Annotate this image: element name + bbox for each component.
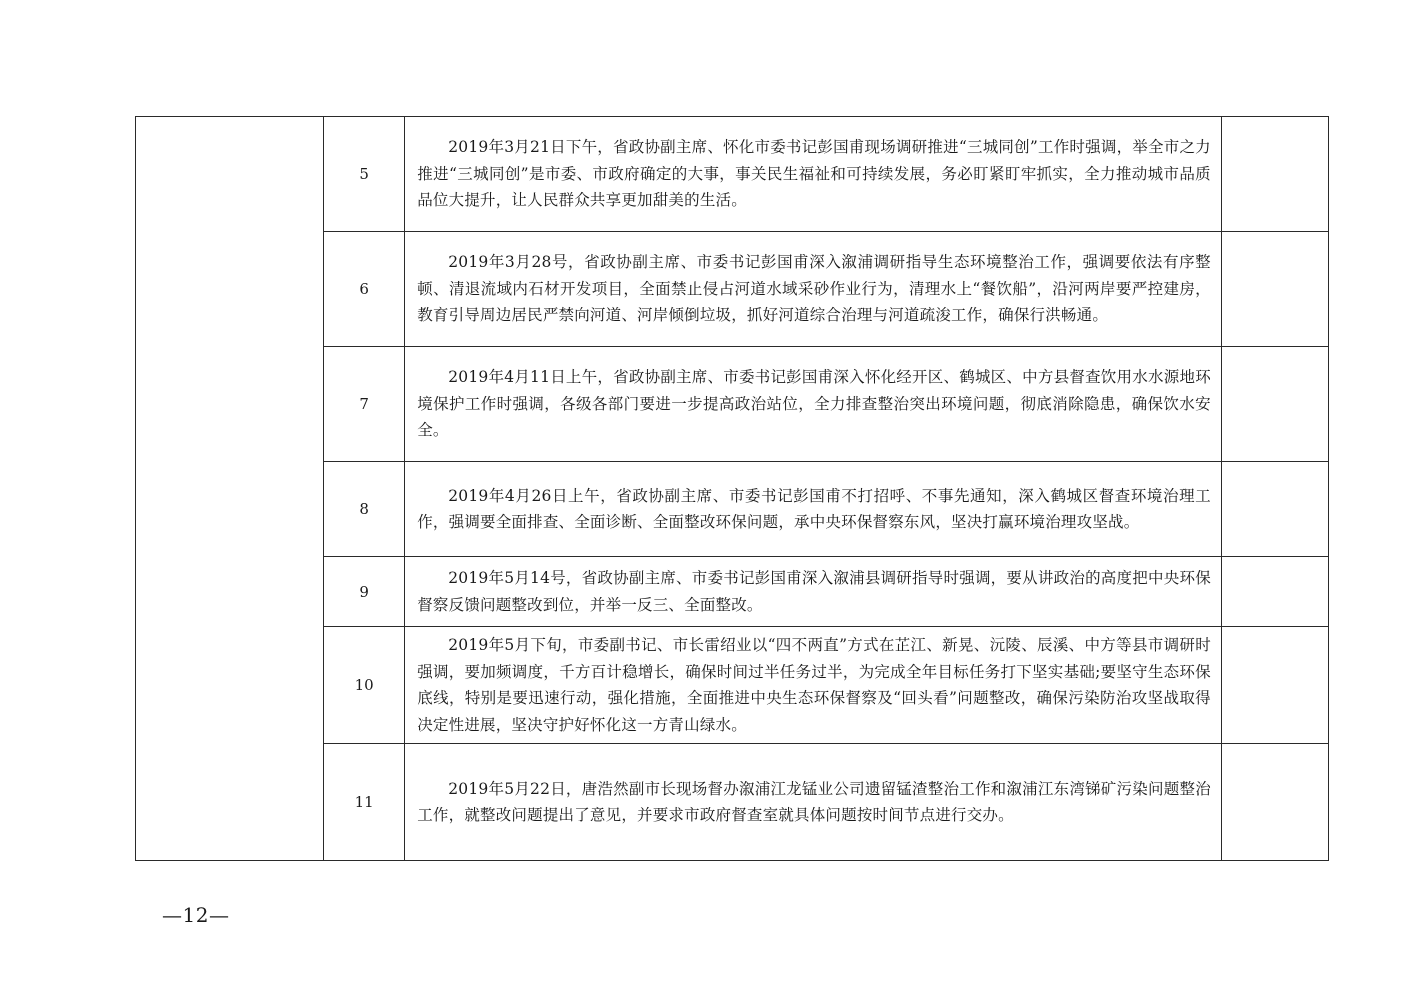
remarks-cell (1221, 232, 1328, 347)
remarks-cell (1221, 627, 1328, 744)
remarks-cell (1221, 462, 1328, 557)
row-number: 10 (324, 627, 405, 744)
row-text: 2019年4月11日上午，省政协副主席、市委书记彭国甫深入怀化经开区、鹤城区、中方县督查饮用水水源地环境保护工作时强调，各级各部门要进一步提高政治站位，全力排查整治突出环境问题，彻底消除隐患，确保饮水安全。 (417, 368, 1211, 440)
remarks-cell (1221, 347, 1328, 462)
document-table (135, 116, 1329, 861)
category-cell (136, 117, 324, 861)
row-text: 2019年5月14号，省政协副主席、市委书记彭国甫深入溆浦县调研指导时强调，要从讲政治的高度把中央环保督察反馈问题整改到位，并举一反三、全面整改。 (417, 569, 1211, 614)
row-number: 5 (324, 117, 405, 232)
row-text: 2019年5月22日，唐浩然副市长现场督办溆浦江龙锰业公司遗留锰渣整治工作和溆浦江东湾锑矿污染问题整治工作，就整改问题提出了意见，并要求市政府督查室就具体问题按时间节点进行交办。 (417, 779, 1211, 824)
row-number: 7 (324, 347, 405, 462)
row-content (405, 117, 1222, 232)
row-text: 2019年3月21日下午，省政协副主席、怀化市委书记彭国甫现场调研推进“三城同创”工作时强调，举全市之力推进“三城同创”是市委、市政府确定的大事，事关民生福祉和可持续发展，务必盯紧盯牢抓实，全力推动城市品质品位大提升，让人民群众共享更加甜美的生活。 (417, 138, 1211, 210)
remarks-cell (1221, 557, 1328, 627)
row-text: 2019年5月下旬，市委副书记、市长雷绍业以“四不两直”方式在芷江、新晃、沅陵、辰溪、中方等县市调研时强调，要加频调度，千方百计稳增长，确保时间过半任务过半，为完成全年目标任务打下坚实基础;要坚守生态环保底线，特别是要迅速行动，强化措施，全面推进中央生态环保督察及“回头看”问题整改，确保污染防治攻坚战取得决定性进展，坚决守护好怀化这一方青山绿水。 (417, 636, 1211, 734)
page-number: —12— (162, 903, 230, 927)
row-content (405, 627, 1222, 744)
row-content (405, 232, 1222, 347)
row-number: 9 (324, 557, 405, 627)
row-number: 8 (324, 462, 405, 557)
remarks-cell (1221, 744, 1328, 861)
remarks-cell (1221, 117, 1328, 232)
row-number: 11 (324, 744, 405, 861)
row-content (405, 462, 1222, 557)
row-content (405, 347, 1222, 462)
table-row (136, 117, 1329, 232)
row-number: 6 (324, 232, 405, 347)
row-text: 2019年3月28号，省政协副主席、市委书记彭国甫深入溆浦调研指导生态环境整治工作，强调要依法有序整顿、清退流域内石材开发项目，全面禁止侵占河道水域采砂作业行为，清理水上“餐饮船”，沿河两岸要严控建房，教育引导周边居民严禁向河道、河岸倾倒垃圾，抓好河道综合治理与河道疏浚工作，确保行洪畅通。 (417, 253, 1211, 325)
row-text: 2019年4月26日上午，省政协副主席、市委书记彭国甫不打招呼、不事先通知，深入鹤城区督查环境治理工作，强调要全面排查、全面诊断、全面整改环保问题，承中央环保督察东风，坚决打赢环境治理攻坚战。 (417, 486, 1211, 531)
row-content (405, 557, 1222, 627)
row-content (405, 744, 1222, 861)
